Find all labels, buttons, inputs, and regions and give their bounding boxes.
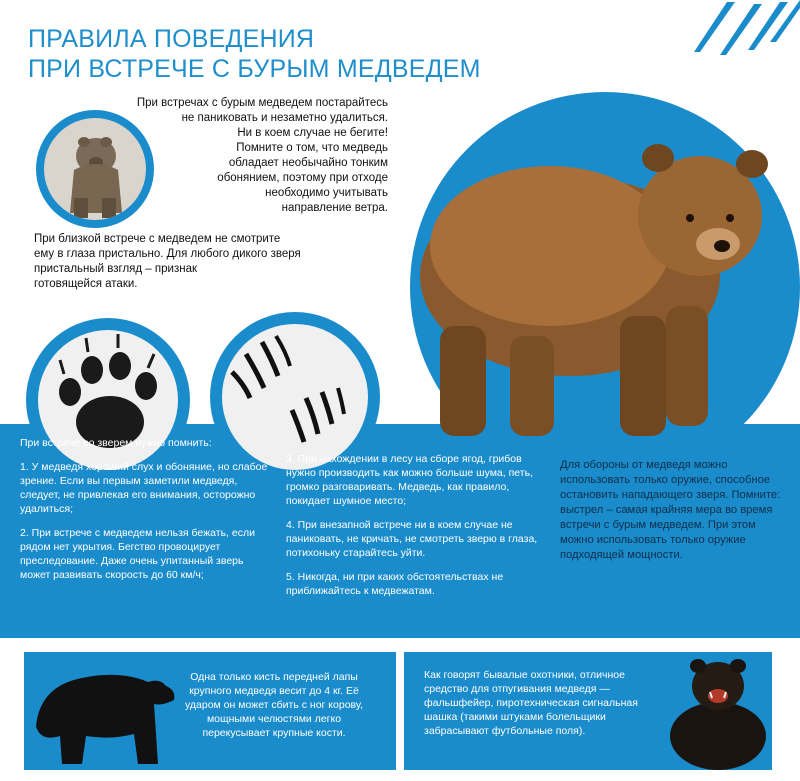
defense-text: Для обороны от медведя можно использовать только оружие, способное остановить нападающего зверя. Помните: выстрел – самая крайняя мера во время встречи с бурым медведем. При этом можно использовать только оружие подходящей мощности.	[560, 459, 781, 561]
intro1-line: необходимо учитывать	[265, 187, 388, 199]
intro1-line: При встречах с бурым медведем постарайтесь	[136, 97, 388, 109]
bottom-right-text: Как говорят бывалые охотники, отличное средство для отпугивания медведя — фальшфейер, пиротехническая сигнальная шашка (такими штуками болельщики забрасывают футбольные поля).	[424, 669, 638, 737]
intro1-line: Помните о том, что медведь	[236, 142, 388, 154]
rules-column-1	[20, 436, 270, 592]
intro1-line: не паниковать и незаметно удалиться.	[181, 112, 388, 124]
intro2-line: готовящейся атаки.	[34, 278, 138, 290]
intro2-line: пристальный взгляд – признак	[34, 263, 197, 275]
rule-item-3: 3. При нахождении в лесу на сборе ягод, грибов нужно производить как можно больше шума, петь, громко разговаривать. Медведь, как правило, покидает шумное место;	[286, 453, 533, 507]
intro-text-1	[88, 96, 388, 216]
rules-column-2	[286, 452, 548, 608]
intro2-line: При близкой встрече с медведем не смотрите	[34, 233, 281, 245]
page-title	[28, 24, 481, 84]
intro1-line: обладает необычайно тонким	[228, 157, 388, 169]
title-line1: ПРАВИЛА ПОВЕДЕНИЯ	[28, 25, 315, 53]
roaring-black-bear-icon	[664, 648, 772, 770]
rule-item-5: 5. Никогда, ни при каких обстоятельствах не приближайтесь к медвежатам.	[286, 571, 504, 597]
title-line2: ПРИ ВСТРЕЧЕ С БУРЫМ МЕДВЕДЕМ	[28, 55, 481, 83]
claw-marks-top-icon	[680, 0, 800, 60]
bear-silhouette-icon	[30, 656, 180, 768]
intro1-line: Ни в коем случае не бегите!	[237, 127, 388, 139]
intro-text-2	[34, 232, 354, 292]
intro2-line: ему в глаза пристально. Для любого дикого зверя	[34, 248, 301, 260]
bottom-left-text: Одна только кисть передней лапы крупного медведя весит до 4 кг. Её ударом он может сбить с ног корову, мощными челюстями легко перекусывает крупные кости.	[185, 671, 363, 739]
intro1-line: направление ветра.	[281, 202, 388, 214]
defense-note	[560, 458, 782, 573]
rule-item-2: 2. При встрече с медведем нельзя бежать, если рядом нет укрытия. Бегство провоцирует преследование. Даже очень упитанный зверь может развивать скорость до 60 км/ч;	[20, 527, 255, 581]
rule-item-1: 1. У медведя хороший слух и обоняние, но слабое зрение. Если вы первым заметили медведя, следует, не привлекая его внимания, осторожно удалиться;	[20, 461, 268, 515]
rule-item-4: 4. При внезапной встрече ни в коем случае не паниковать, не кричать, не смотреть зверю в глаза, потихоньку старайтесь уйти.	[286, 519, 538, 559]
intro1-line: обонянием, поэтому при отходе	[217, 172, 388, 184]
rules-heading: При встрече со зверем нужно помнить:	[20, 437, 212, 449]
brown-bear-icon	[400, 126, 780, 456]
